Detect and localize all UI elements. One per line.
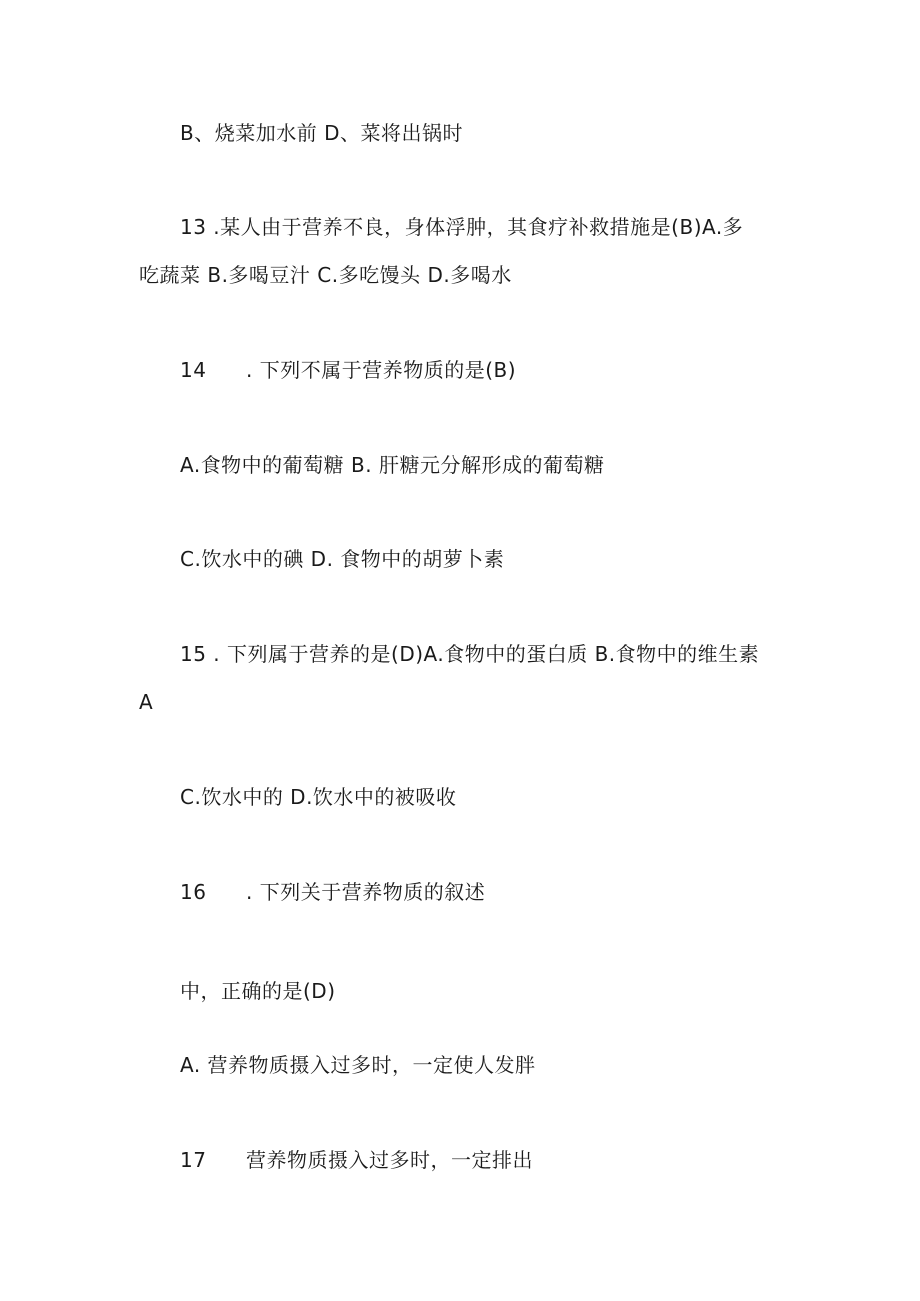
line-text: C.饮水中的碘 D. 食物中的胡萝卜素: [180, 547, 505, 571]
question-number: 16: [180, 880, 207, 904]
line-text: 中，正确的是(D): [180, 979, 336, 1003]
question-16-continuation: [180, 979, 336, 1003]
question-number: 17: [180, 1148, 207, 1172]
answer-options-line: [180, 453, 604, 477]
question-15-continuation: [139, 690, 153, 714]
question-15: [180, 642, 759, 666]
question-number: 15: [180, 642, 207, 666]
question-16: [180, 880, 485, 904]
question-text: 营养物质摄入过多时，一定排出: [246, 1148, 533, 1172]
line-text: A. 营养物质摄入过多时，一定使人发胖: [180, 1053, 536, 1077]
line-text: 吃蔬菜 B.多喝豆汁 C.多吃馒头 D.多喝水: [139, 263, 512, 287]
question-13: [180, 215, 743, 239]
line-text: A: [139, 690, 154, 714]
question-text: . 下列关于营养物质的叙述: [246, 880, 486, 904]
line-text: B、烧菜加水前 D、菜将出锅时: [180, 121, 463, 145]
answer-option-a: [180, 1053, 536, 1077]
question-17: [180, 1148, 533, 1172]
answer-options-line: [180, 547, 504, 571]
question-number: 14: [180, 358, 207, 382]
question-text: .某人由于营养不良，身体浮肿，其食疗补救措施是(B)A.多: [206, 215, 744, 239]
line-text: C.饮水中的 D.饮水中的被吸收: [180, 785, 457, 809]
question-text: . 下列属于营养的是(D)A.食物中的蛋白质 B.食物中的维生素: [206, 642, 760, 666]
answer-options-line: [180, 121, 463, 145]
question-text: . 下列不属于营养物质的是(B): [246, 358, 517, 382]
question-14: [180, 358, 516, 382]
question-number: 13: [180, 215, 207, 239]
line-text: A.食物中的葡萄糖 B. 肝糖元分解形成的葡萄糖: [180, 453, 605, 477]
answer-options-line: [180, 785, 456, 809]
question-13-continuation: [139, 263, 512, 287]
